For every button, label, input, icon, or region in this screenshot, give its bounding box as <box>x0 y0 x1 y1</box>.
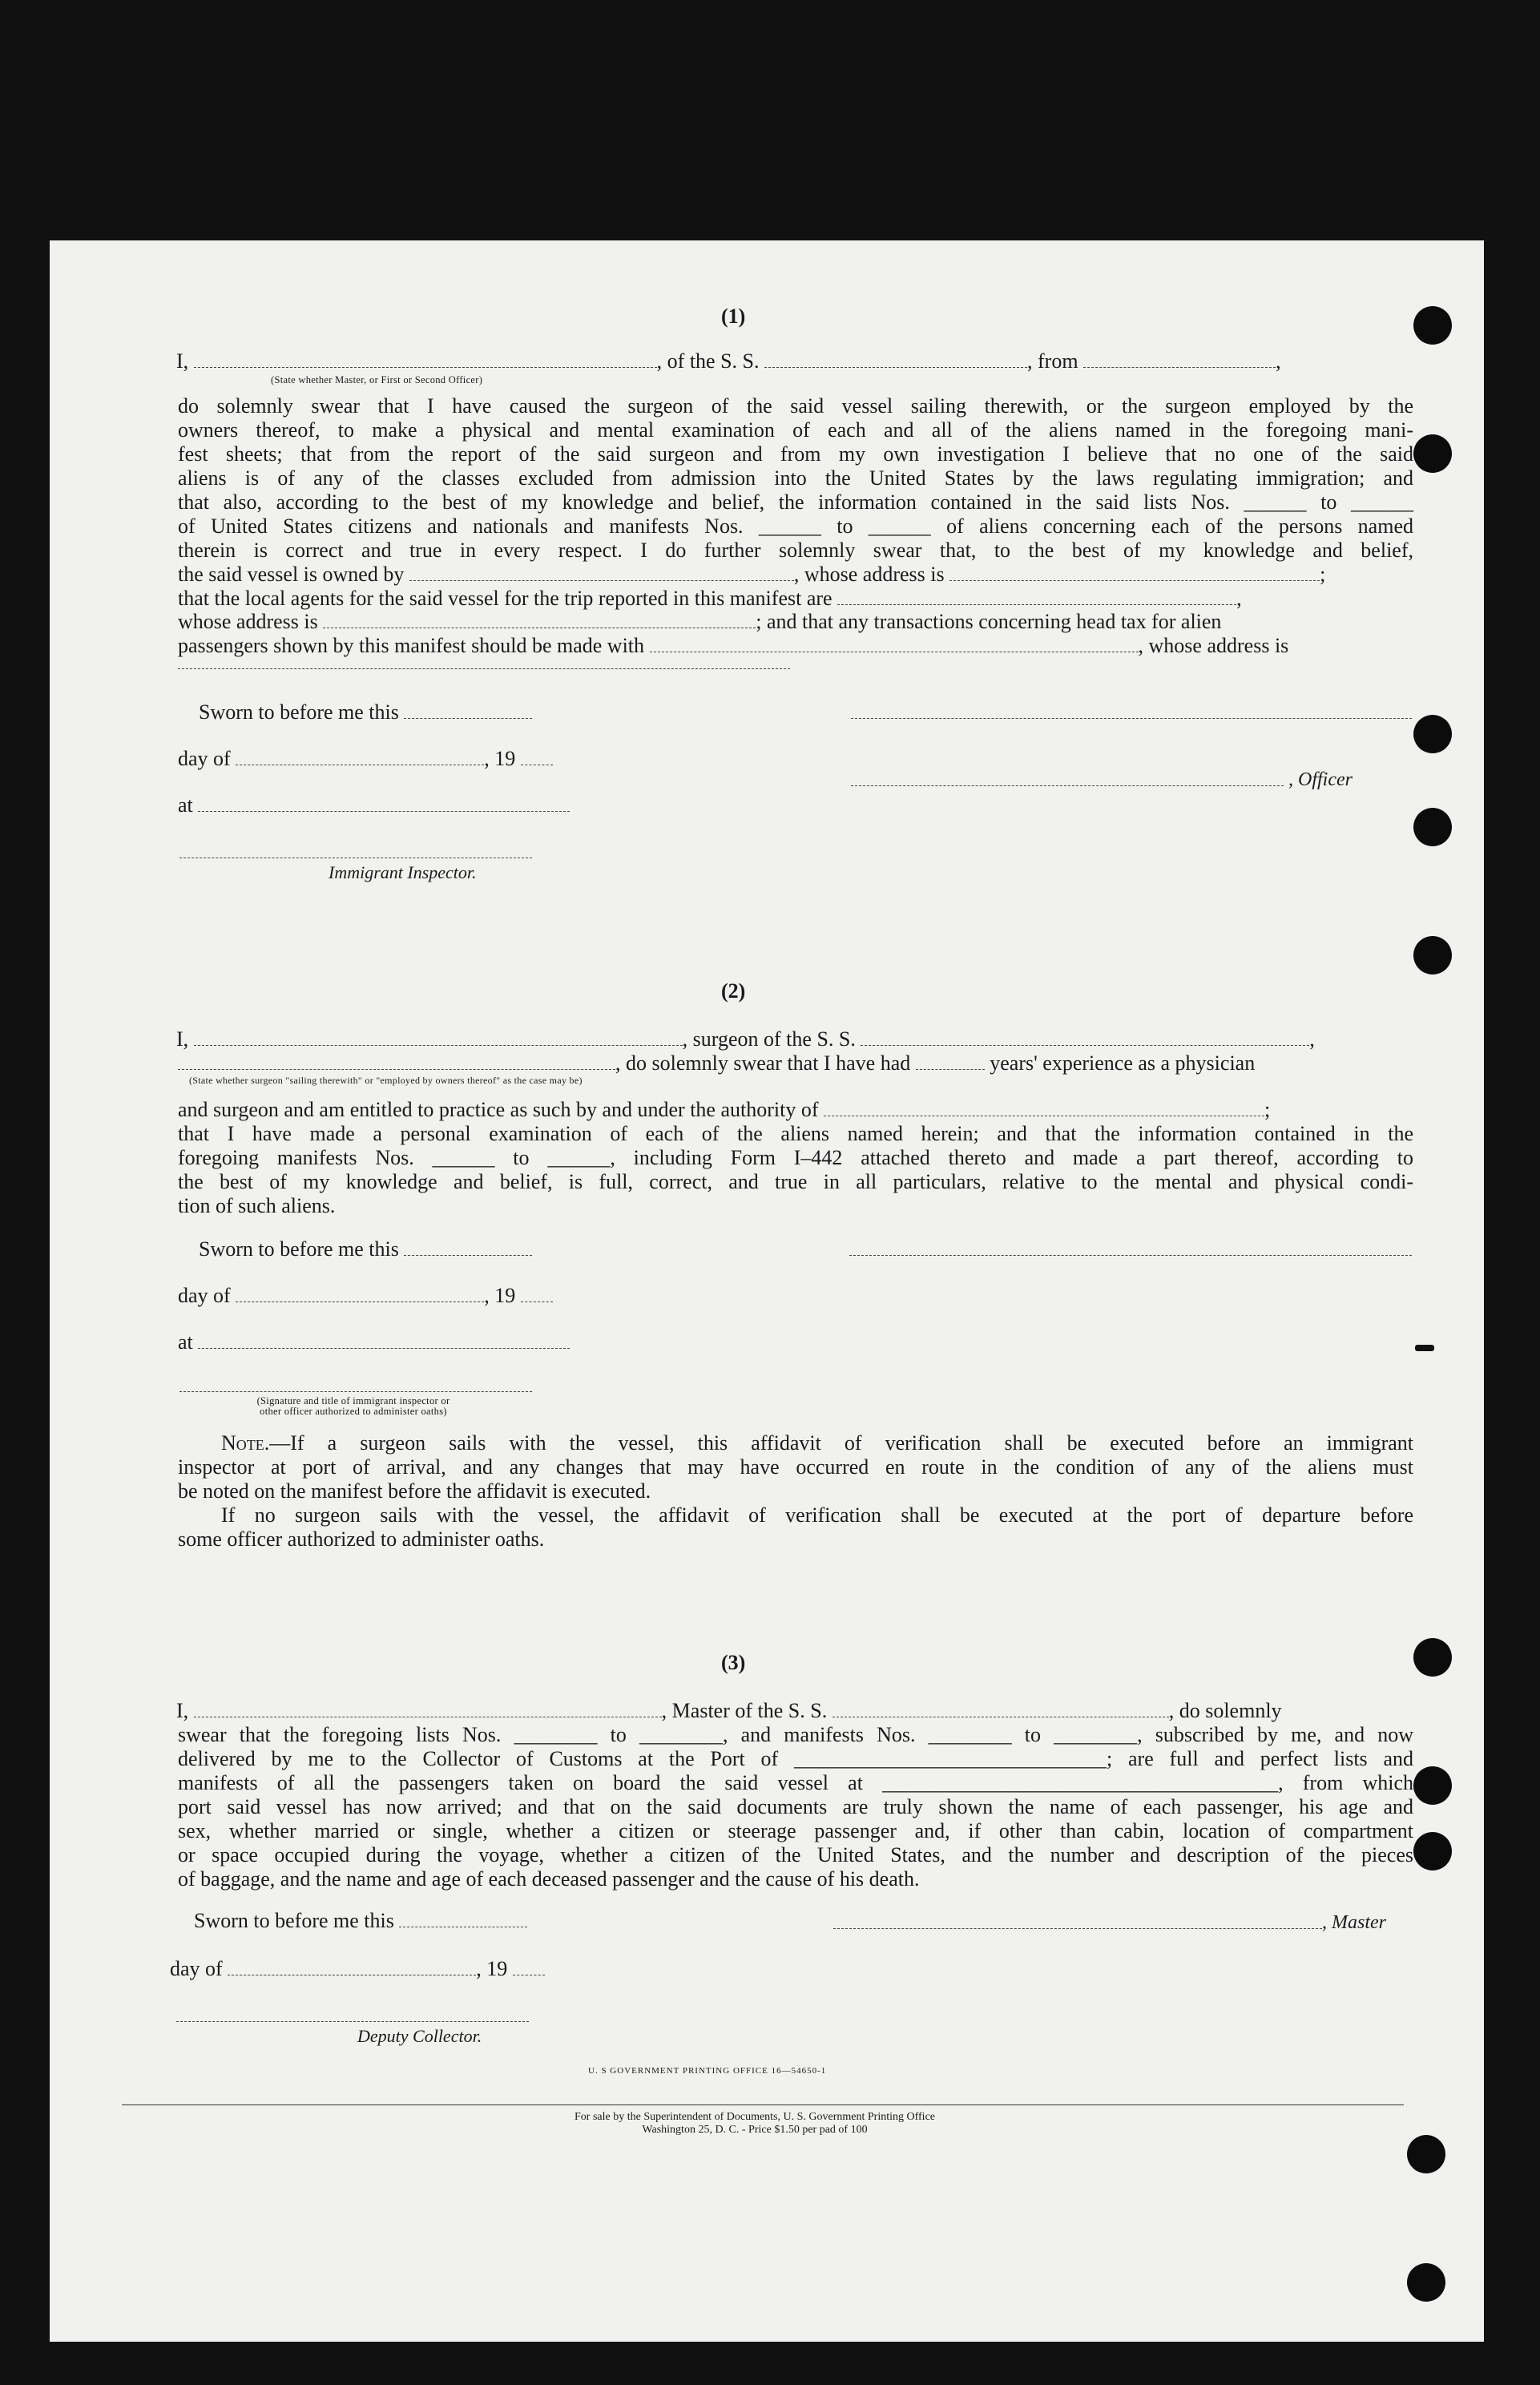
s3-line1 <box>176 1699 1282 1723</box>
vessel-name-field[interactable] <box>764 364 1027 368</box>
form-page <box>50 240 1484 2342</box>
owner-address-field[interactable] <box>949 577 1320 581</box>
s2-sworn-day-field[interactable] <box>404 1252 532 1256</box>
s2-paragraph <box>178 1122 1413 1218</box>
s2-month-field[interactable] <box>236 1298 484 1302</box>
s2-year-field[interactable] <box>521 1298 553 1302</box>
s3-i-label: I, <box>176 1699 189 1722</box>
s1-at-field[interactable] <box>198 808 570 812</box>
punch-hole-icon <box>1413 936 1452 975</box>
note-line: be noted on the manifest before the affidavit is executed. <box>178 1479 651 1503</box>
footer-line: For sale by the Superintendent of Documents, U. S. Government Printing Office <box>574 2111 935 2123</box>
s1-day-line <box>178 747 553 771</box>
s2-line1 <box>176 1027 1315 1051</box>
note-paragraph <box>178 1431 1413 1552</box>
s2-comma: , <box>1309 1027 1315 1051</box>
s3-day-line <box>170 1957 545 1981</box>
s1-para-line: that also, according to the best of my knowledge and belief, the information contained in the said lists Nos. ______ to ______ <box>178 490 1413 514</box>
s3-sworn-label: Sworn to before me this <box>194 1909 394 1932</box>
s1-day-of-label: day of <box>178 747 231 770</box>
s1-semicolon: ; <box>1320 563 1326 586</box>
s1-agent-address-line <box>178 610 1221 634</box>
master-of-label: , Master of the S. S. <box>661 1699 828 1722</box>
s2-para-line: that I have made a personal examination of each of the aliens named herein; and that the information contained in the <box>178 1122 1413 1145</box>
s2-day-of-label: day of <box>178 1284 231 1307</box>
s3-sworn-day-field[interactable] <box>399 1923 527 1927</box>
surgeon-of-label: , surgeon of the S. S. <box>682 1027 856 1051</box>
s3-para-line: sex, whether married or single, whether a citizen or steerage passenger and, if other than cabin, location of compartment <box>178 1819 1413 1842</box>
punch-hole-icon <box>1413 715 1452 753</box>
punch-hole-icon <box>1413 434 1452 473</box>
s1-para-line: aliens is of any of the classes excluded from admission into the United States by the laws regulating immigration; and <box>178 466 1413 490</box>
owned-by-label: the said vessel is owned by <box>178 563 405 586</box>
years-experience-label: years' experience as a physician <box>990 1051 1256 1075</box>
s1-of-ss-label: , of the S. S. <box>656 349 760 373</box>
s3-para-line: manifests of all the passengers taken on board the said vessel at ______________________________________, from which <box>178 1771 1413 1794</box>
s1-passengers-line <box>178 634 1288 658</box>
s3-para-line: of baggage, and the name and age of each deceased passenger and the cause of his death. <box>178 1867 920 1891</box>
note2-line: If no surgeon sails with the vessel, the affidavit of verification shall be executed at the port of departure before <box>221 1503 1413 1527</box>
s2-sworn-line <box>199 1237 532 1261</box>
s1-paragraph <box>178 394 1413 563</box>
do-solemnly-label: , do solemnly <box>1168 1699 1282 1722</box>
rank-field[interactable] <box>194 364 657 368</box>
s2-signature-caption <box>189 1396 518 1417</box>
punch-hole-icon <box>1407 2263 1445 2302</box>
s3-day-of-label: day of <box>170 1957 223 1980</box>
deputy-signature-line[interactable] <box>176 2021 529 2022</box>
s2-year-label: , 19 <box>484 1284 516 1307</box>
surgeon-signature-line[interactable] <box>849 1255 1412 1256</box>
authority-field[interactable] <box>824 1112 1264 1116</box>
s1-month-field[interactable] <box>236 761 484 765</box>
punch-hole-icon <box>1413 306 1452 345</box>
note-line-1 <box>178 1431 1413 1455</box>
s1-i-label: I, <box>176 349 189 373</box>
immigrant-inspector-label: Immigrant Inspector. <box>329 862 477 882</box>
footer-line: Washington 25, D. C. - Price $1.50 per pad of 100 <box>642 2124 868 2136</box>
section-1-heading: (1) <box>721 305 746 328</box>
s2-swear-label: , do solemnly swear that I have had <box>615 1051 911 1075</box>
note-line: inspector at port of arrival, and any changes that may have occurred en route in the condition of any of the aliens must <box>178 1455 1413 1479</box>
punch-hole-icon <box>1413 1832 1452 1870</box>
s2-authority-line <box>178 1098 1270 1122</box>
s2-at-line <box>178 1330 570 1354</box>
s1-rank-caption: (State whether Master, or First or Second Officer) <box>271 374 483 385</box>
s3-para-line: or space occupied during the voyage, whether a citizen of the United States, and the number and description of the pieces <box>178 1843 1413 1866</box>
s2-inspector-signature-line[interactable] <box>179 1391 532 1392</box>
whose-address-label: , whose address is <box>793 563 945 586</box>
head-tax-address-field[interactable] <box>178 668 790 669</box>
master-name-field[interactable] <box>194 1713 662 1717</box>
s1-para-line: of United States citizens and nationals and manifests Nos. ______ to ______ of aliens concerning each of the persons named <box>178 515 1413 538</box>
s1-officer-field[interactable] <box>851 785 1284 786</box>
owner-field[interactable] <box>409 577 794 581</box>
punch-hole-icon <box>1407 2135 1445 2173</box>
authority-label: and surgeon and am entitled to practice as such by and under the authority of <box>178 1098 819 1121</box>
s3-paragraph <box>178 1723 1413 1891</box>
punch-hole-icon <box>1413 808 1452 846</box>
head-tax-agent-field[interactable] <box>650 648 1139 652</box>
s1-para-line: fest sheets; that from the report of the said surgeon and from my own investigation I believe that no one of the said <box>178 442 1413 466</box>
gpo-imprint: U. S GOVERNMENT PRINTING OFFICE 16—54650-1 <box>588 2066 827 2076</box>
s2-day-line <box>178 1284 553 1308</box>
s1-sworn-day-field[interactable] <box>404 715 532 719</box>
s3-para-line: delivered by me to the Collector of Customs at the Port of ______________________________; are full and perfect lists and <box>178 1747 1413 1770</box>
surgeon-type-field[interactable] <box>178 1066 615 1070</box>
s1-at-label: at <box>178 793 193 817</box>
master-label: , Master <box>1322 1912 1386 1933</box>
s1-sworn-line <box>199 700 532 724</box>
from-port-field[interactable] <box>1083 364 1276 368</box>
s2-line2 <box>178 1051 1255 1075</box>
s3-vessel-field[interactable] <box>832 1713 1169 1717</box>
s2-semicolon: ; <box>1264 1098 1271 1121</box>
s1-line1 <box>176 349 1281 373</box>
punch-hole-icon <box>1413 1638 1452 1677</box>
agent-address-field[interactable] <box>323 624 756 628</box>
s3-month-field[interactable] <box>228 1971 476 1975</box>
passengers-label: passengers shown by this manifest should be made with <box>178 634 645 657</box>
punch-hole-icon <box>1413 1766 1452 1805</box>
footer-text <box>442 2111 1067 2137</box>
s1-comma: , <box>1276 349 1281 373</box>
section-3-heading: (3) <box>721 1651 746 1674</box>
s2-para-line: the best of my knowledge and belief, is full, correct, and true in all particulars, relative to the mental and physical condi- <box>178 1170 1413 1193</box>
agents-field[interactable] <box>837 601 1236 605</box>
s2-para-line: foregoing manifests Nos. ______ to ______, including Form I–442 attached thereto and made a part thereof, according to <box>178 1146 1413 1169</box>
s1-para-line: do solemnly swear that I have caused the surgeon of the said vessel sailing therewith, or the surgeon employed by the <box>178 394 1413 418</box>
s1-year-field[interactable] <box>521 761 553 765</box>
s1-from-label: , from <box>1027 349 1078 373</box>
surgeon-name-field[interactable] <box>194 1042 683 1046</box>
s2-i-label: I, <box>176 1027 189 1051</box>
whose-address2-label: whose address is <box>178 610 318 633</box>
s1-agents-line <box>178 587 1242 611</box>
head-tax-label: ; and that any transactions concerning head tax for alien <box>756 610 1222 633</box>
s2-at-label: at <box>178 1330 193 1354</box>
deputy-collector-label: Deputy Collector. <box>357 2026 482 2046</box>
s3-year-label: , 19 <box>476 1957 508 1980</box>
punch-mark-icon <box>1415 1345 1434 1351</box>
s2-sig-caption-line: (Signature and title of immigrant inspector or <box>256 1395 450 1406</box>
years-field[interactable] <box>916 1066 985 1070</box>
s3-year-field[interactable] <box>513 1971 545 1975</box>
note2-line: some officer authorized to administer oaths. <box>178 1527 545 1551</box>
whose-address3-label: , whose address is <box>1138 634 1289 657</box>
s2-sig-caption-line: other officer authorized to administer oaths) <box>260 1406 447 1417</box>
s1-comma2: , <box>1236 587 1242 610</box>
master-signature-line[interactable] <box>833 1928 1322 1929</box>
s1-year-label: , 19 <box>484 747 516 770</box>
s1-sworn-label: Sworn to before me this <box>199 700 399 724</box>
s3-sworn-line <box>194 1909 527 1933</box>
s1-officer-label: , Officer <box>1288 769 1353 790</box>
s2-sworn-label: Sworn to before me this <box>199 1237 399 1261</box>
s2-at-field[interactable] <box>198 1345 570 1349</box>
local-agents-label: that the local agents for the said vessel for the trip reported in this manifest are <box>178 587 832 610</box>
s1-owned-line <box>178 563 1325 587</box>
s3-para-line: port said vessel has now arrived; and that on the said documents are truly shown the name of each passenger, his age and <box>178 1795 1413 1818</box>
s1-para-line: therein is correct and true in every respect. I do further solemnly swear that, to the best of my knowledge and belief, <box>178 539 1413 562</box>
s2-vessel-field[interactable] <box>861 1042 1309 1046</box>
s1-officer-signature-line[interactable] <box>851 718 1412 719</box>
note-label: Note. <box>221 1431 270 1455</box>
s1-at-line <box>178 793 570 817</box>
section-2-heading: (2) <box>721 979 746 1003</box>
note-text: —If a surgeon sails with the vessel, this affidavit of verification shall be executed before an immigrant <box>269 1431 1413 1455</box>
s3-para-line: swear that the foregoing lists Nos. ________ to ________, and manifests Nos. ________ to ________, subscribed by me, and now <box>178 1723 1413 1746</box>
s1-para-line: owners thereof, to make a physical and mental examination of each and all of the aliens named in the foregoing mani- <box>178 418 1413 442</box>
s2-para-line: tion of such aliens. <box>178 1194 336 1217</box>
s2-caption: (State whether surgeon "sailing therewith" or "employed by owners thereof" as the case may be) <box>189 1075 583 1086</box>
